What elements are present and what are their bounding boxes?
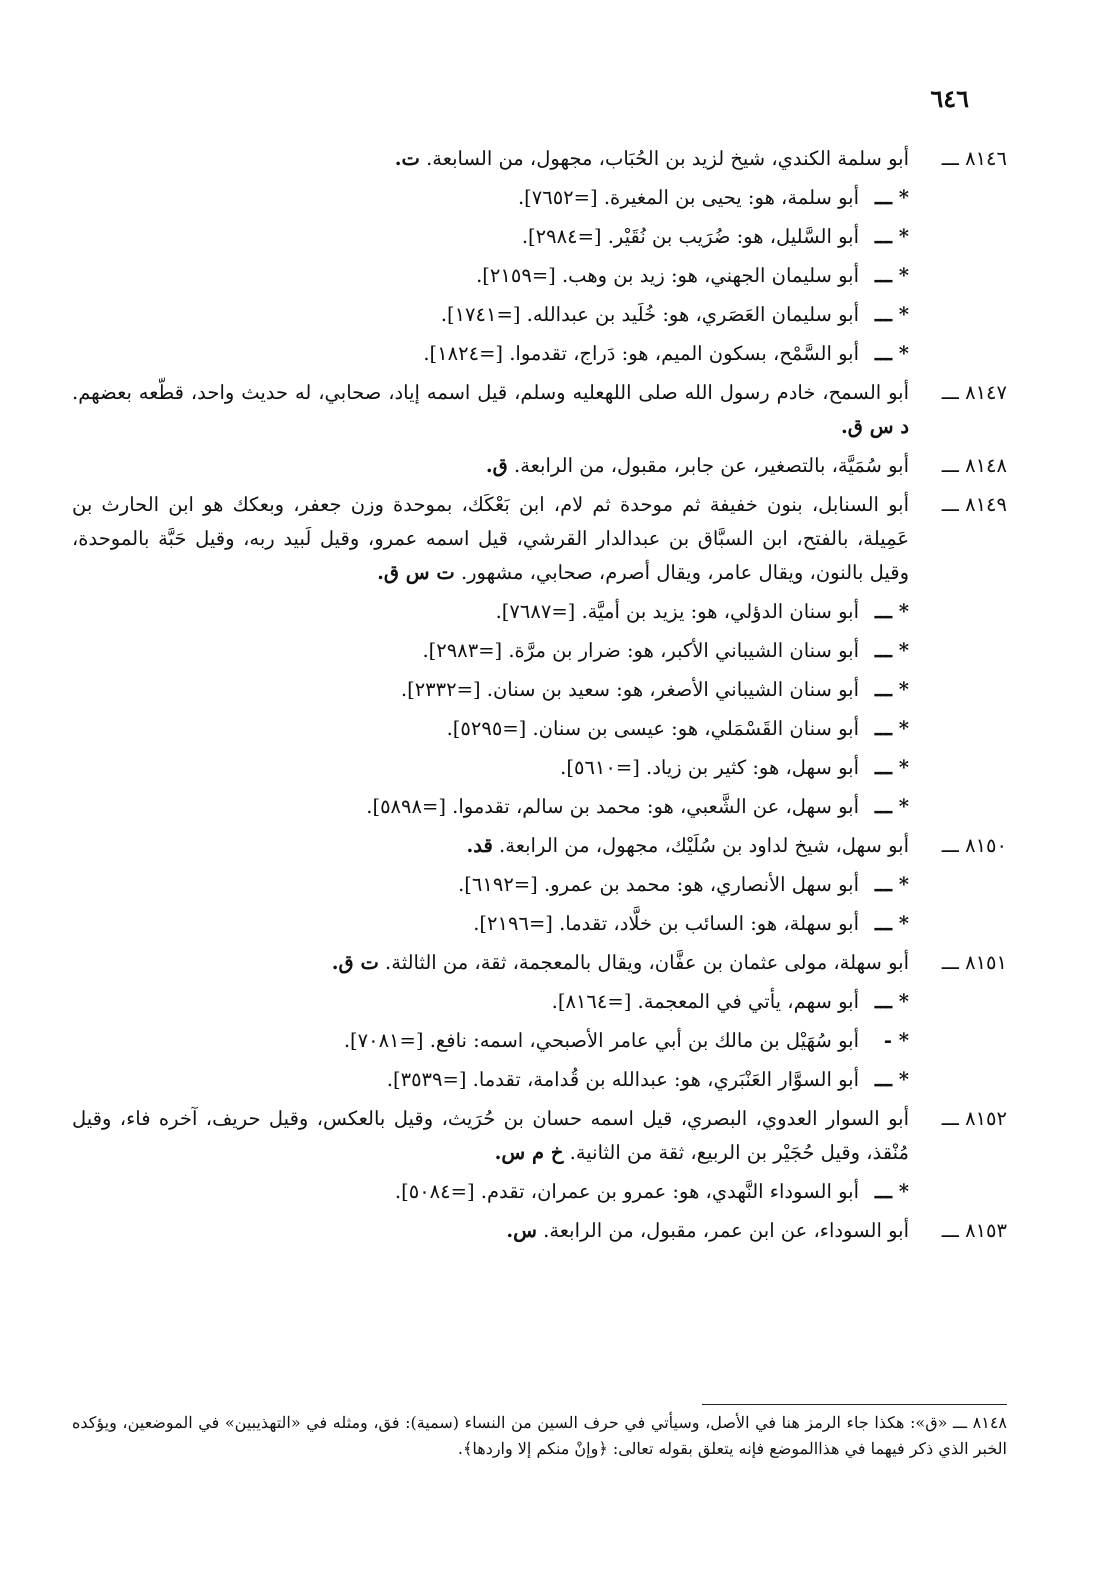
entry-number: ٨١٥٢ ـــ [941,1107,1007,1130]
entry-number: ٨١٥٠ ـــ [941,834,1007,857]
entries-list [72,142,1007,1253]
entry-body: أبو سهلة، مولى عثمان بن عفَّان، ويقال بالمعجمة، ثقة، من الثالثة. [385,951,909,974]
entry-text [506,1219,909,1242]
cross-reference-text: أبو سنان الدؤلي، هو: يزيد بن أميَّة. [=٧٦٨٧]. [495,600,859,623]
entry-text [395,147,909,170]
source-code: ت س ق. [377,561,455,584]
cross-reference-text: أبو السَّمْح، بسكون الميم، هو: دَراج، تقدموا. [=١٨٢٤]. [423,342,859,365]
entry-number: ٨١٤٧ ـــ [941,381,1007,404]
asterisk-marker: * ـــ [874,678,909,701]
cross-reference-text: أبو سليمان العَصَري، هو: خُلَيد بن عبدالله. [=١٧٤١]. [440,303,859,326]
asterisk-marker: * ـــ [874,756,909,779]
cross-reference-text: أبو سهل، عن الشَّعبي، هو: محمد بن سالم، تقدموا. [=٥٨٩٨]. [366,795,859,818]
source-code: خ م س. [494,1141,564,1164]
entry-text [466,834,909,857]
entry-body: أبو سُمَيَّة، بالتصغير، عن جابر، مقبول، من الرابعة. [514,454,909,477]
biography-entry [72,946,1007,980]
entry-body: أبو سهل، شيخ لداود بن سُلَيْك، مجهول، من الرابعة. [499,834,909,857]
cross-reference [72,220,1007,254]
asterisk-marker: * ـــ [874,717,909,740]
entry-text [72,488,909,590]
page-number: ٦٤٦ [930,84,969,113]
asterisk-marker: * - [883,1029,909,1052]
footnote: ٨١٤٨ ـــ «ق»: هكذا جاء الرمز هنا في الأصل، وسيأتي في حرف السين من النساء (سمية): فق، ومثله في «التهذيبين» في الموضعين، ويؤكده الخبر الذي ذكر فيهما في هذاالموضع فإنه يتعلق بقوله تعالى: ﴿وإنْ منكم إلا واردها﴾. [72,1413,1007,1458]
biography-entry [72,376,1007,444]
entry-body: أبو السوداء، عن ابن عمر، مقبول، من الرابعة. [543,1219,909,1242]
asterisk-marker: * ـــ [874,303,909,326]
cross-reference-text: أبو السوَّار العَنْبَري، هو: عبدالله بن قُدامة، تقدما. [=٣٥٣٩]. [386,1068,859,1091]
asterisk-marker: * ـــ [874,342,909,365]
biography-entry [72,829,1007,863]
biography-entry [72,1214,1007,1248]
asterisk-marker: * ـــ [874,600,909,623]
biography-entry [72,1102,1007,1170]
cross-reference-text: أبو سهل الأنصاري، هو: محمد بن عمرو. [=٦١٩٢]. [458,873,859,896]
cross-reference-text: أبو سهم، يأتي في المعجمة. [=٨١٦٤]. [551,990,859,1013]
source-code: س. [506,1219,537,1242]
cross-reference [72,634,1007,668]
cross-reference-text: أبو سنان القَسْمَلي، هو: عيسى بن سنان. [=٥٢٩٥]. [446,717,859,740]
asterisk-marker: * ـــ [874,990,909,1013]
asterisk-marker: * ـــ [874,873,909,896]
cross-reference [72,712,1007,746]
source-code: ق. [485,454,508,477]
biography-entry [72,488,1007,590]
asterisk-marker: * ـــ [874,639,909,662]
entry-number: ٨١٥٣ ـــ [941,1219,1007,1242]
biography-entry [72,449,1007,483]
source-code: د س ق. [841,415,909,438]
cross-reference [72,337,1007,371]
cross-reference [72,673,1007,707]
asterisk-marker: * ـــ [874,186,909,209]
cross-reference [72,298,1007,332]
cross-reference [72,1063,1007,1097]
cross-reference-text: أبو سهلة، هو: السائب بن خلَّاد، تقدما. [=٢١٩٦]. [473,912,859,935]
cross-reference-text: أبو سنان الشيباني الأصغر، هو: سعيد بن سنان. [=٢٣٣٢]. [400,678,859,701]
entry-body: أبو سلمة الكندي، شيخ لزيد بن الحُبَاب، مجهول، من السابعة. [426,147,909,170]
source-code: ت. [394,147,420,170]
entry-number: ٨١٤٦ ـــ [941,147,1007,170]
cross-reference [72,1024,1007,1058]
entry-body: أبو السوار العدوي، البصري، قيل اسمه حسان بن حُرَيث، وقيل بالعكس، وقيل حريف، آخره فاء، وقيل مُنْقذ، وقيل حُجَيْر بن الربيع، ثقة من الثانية. [72,1107,909,1164]
cross-reference [72,985,1007,1019]
cross-reference [72,751,1007,785]
cross-reference-text: أبو السوداء النَّهدي، هو: عمرو بن عمران، تقدم. [=٥٠٨٤]. [394,1180,859,1203]
entry-body: أبو السنابل، بنون خفيفة ثم موحدة ثم لام، ابن بَعْكَك، بموحدة وزن جعفر، وبعكك هو ابن الحارث بن عَمِيلة، بالفتح، ابن السبَّاق بن عبدالدار القرشي، قيل اسمه عمرو، وقيل لَبيد ربه، وقيل حَبَّة بالموحدة، وقيل بالنون، ويقال عامر، ويقال أصرم، صحابي، مشهور. [72,493,909,584]
asterisk-marker: * ـــ [874,912,909,935]
cross-reference [72,1175,1007,1209]
entry-number: ٨١٥١ ـــ [941,951,1007,974]
cross-reference-text: أبو سليمان الجهني، هو: زيد بن وهب. [=٢١٥٩]. [476,264,859,287]
cross-reference [72,868,1007,902]
cross-reference [72,181,1007,215]
asterisk-marker: * ـــ [874,264,909,287]
cross-reference-text: أبو السَّليل، هو: ضُرَيب بن نُقَيْر. [=٢٩٨٤]. [521,225,859,248]
cross-reference [72,907,1007,941]
cross-reference [72,259,1007,293]
cross-reference [72,595,1007,629]
source-code: ت ق. [331,951,379,974]
entry-number: ٨١٤٨ ـــ [941,454,1007,477]
entry-body: أبو السمح، خادم رسول الله صلى اللهعليه وسلم، قيل اسمه إياد، صحابي، له حديث واحد، قطّعه بعضهم. [72,381,909,404]
source-code: قد. [466,834,493,857]
cross-reference-text: أبو سُهَيْل بن مالك بن أبي عامر الأصبحي، اسمه: نافع. [=٧٠٨١]. [343,1029,859,1052]
cross-reference-text: أبو سلمة، هو: يحيى بن المغيرة. [=٧٦٥٢]. [517,186,859,209]
entry-text [72,376,909,444]
entry-number: ٨١٤٩ ـــ [941,493,1007,516]
asterisk-marker: * ـــ [874,795,909,818]
entry-text [332,951,909,974]
cross-reference-text: أبو سنان الشيباني الأكبر، هو: ضرار بن مرَّة. [=٢٩٨٣]. [422,639,859,662]
biography-entry [72,142,1007,176]
asterisk-marker: * ـــ [874,225,909,248]
footnote-divider [702,1404,1007,1405]
entry-text [486,454,909,477]
asterisk-marker: * ـــ [874,1068,909,1091]
entry-text [72,1102,909,1170]
asterisk-marker: * ـــ [874,1180,909,1203]
cross-reference-text: أبو سهل، هو: كثير بن زياد. [=٥٦١٠]. [560,756,859,779]
cross-reference [72,790,1007,824]
